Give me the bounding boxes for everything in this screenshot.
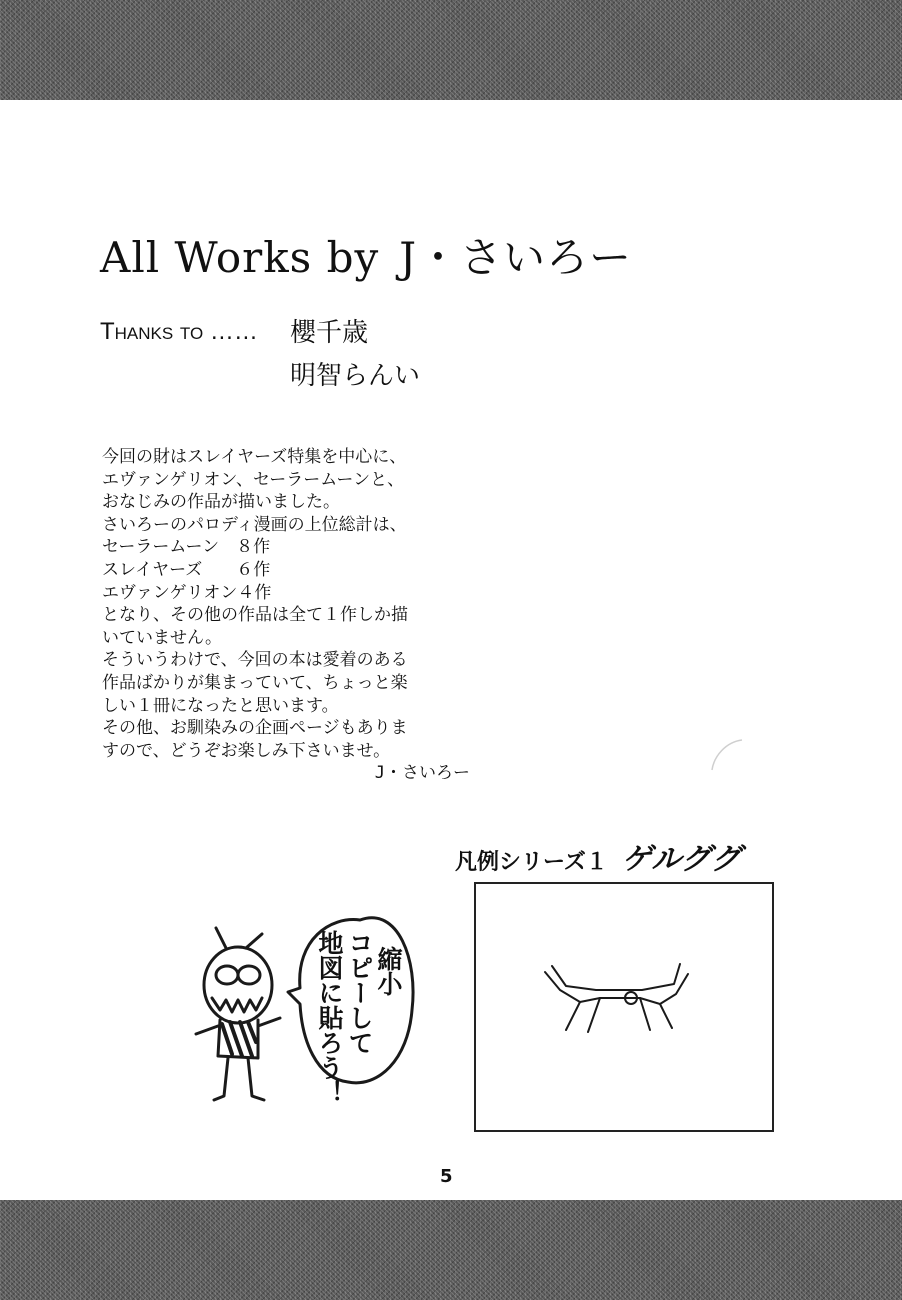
text-line: いていません。 bbox=[102, 627, 223, 648]
text-line: 作品ばかりが集まっていて、ちょっと楽 bbox=[102, 672, 408, 693]
text-line: スレイヤーズ ６作 bbox=[102, 559, 271, 580]
text-line: セーラームーン ８作 bbox=[102, 537, 271, 558]
page-number: 5 bbox=[440, 1166, 453, 1187]
thanks-label: Thanks to …… bbox=[100, 318, 258, 345]
text-line: となり、その他の作品は全て１作しか描 bbox=[102, 605, 408, 626]
signature: J・さいろー bbox=[374, 763, 470, 784]
text-line: 今回の財はスレイヤーズ特集を中心に、 bbox=[102, 447, 407, 467]
bubble-text-column-2: コピーして bbox=[345, 930, 374, 1055]
text-line: エヴァンゲリオン、セーラームーンと、 bbox=[102, 469, 405, 490]
series-label: 凡例シリーズ１ bbox=[455, 850, 608, 875]
bubble-text-column-3: 地図に貼ろう！ bbox=[315, 930, 344, 1105]
text-line: そういうわけで、今回の本は愛着のある bbox=[102, 650, 408, 671]
credit-prefix: All Works by bbox=[100, 233, 380, 282]
text-line: すので、どうぞお楽しみ下さいませ。 bbox=[102, 740, 391, 761]
text-line: その他、お馴染みの企画ページもありま bbox=[102, 718, 408, 739]
text-line: おなじみの作品が描いました。 bbox=[102, 492, 340, 513]
text-line: しい１冊になったと思います。 bbox=[102, 695, 339, 716]
text-line: エヴァンゲリオン４作 bbox=[102, 582, 272, 603]
thanks-name-1: 櫻千歳 bbox=[290, 318, 369, 348]
bubble-text-column-1: 縮小 bbox=[374, 946, 403, 996]
series-name: ゲルググ bbox=[621, 842, 741, 877]
text-line: さいろーのパロディ漫画の上位総計は、 bbox=[102, 514, 407, 535]
bottom-screentone-band bbox=[0, 1200, 902, 1300]
author-name: J・さいろー bbox=[399, 233, 633, 282]
thanks-name-2: 明智らんい bbox=[290, 361, 421, 391]
illustration-panel bbox=[474, 882, 774, 1132]
bug-character-drawing bbox=[196, 928, 280, 1100]
